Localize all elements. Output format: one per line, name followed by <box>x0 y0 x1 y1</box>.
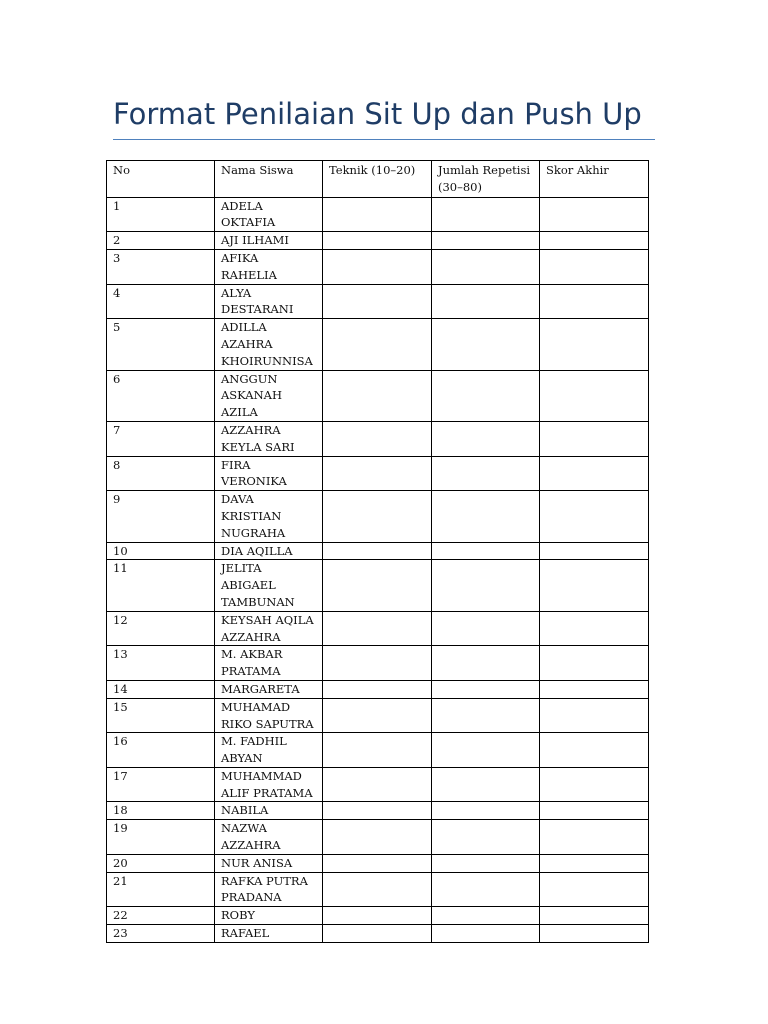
cell-no: 6 <box>107 370 215 421</box>
cell-name: MUHAMMAD ALIF PRATAMA <box>215 767 323 802</box>
cell-technique[interactable] <box>323 646 432 681</box>
cell-repetitions[interactable] <box>432 456 540 491</box>
cell-no: 10 <box>107 542 215 560</box>
cell-repetitions[interactable] <box>432 560 540 611</box>
cell-repetitions[interactable] <box>432 872 540 907</box>
cell-no: 11 <box>107 560 215 611</box>
cell-no: 1 <box>107 197 215 232</box>
cell-technique[interactable] <box>323 284 432 319</box>
cell-no: 8 <box>107 456 215 491</box>
cell-final-score[interactable] <box>540 319 649 370</box>
table-row <box>107 491 649 542</box>
cell-technique[interactable] <box>323 249 432 284</box>
cell-no: 14 <box>107 680 215 698</box>
cell-repetitions[interactable] <box>432 802 540 820</box>
cell-final-score[interactable] <box>540 284 649 319</box>
cell-no: 16 <box>107 733 215 768</box>
cell-no: 19 <box>107 820 215 855</box>
cell-name: NUR ANISA <box>215 854 323 872</box>
cell-technique[interactable] <box>323 611 432 646</box>
cell-technique[interactable] <box>323 820 432 855</box>
table-row <box>107 820 649 855</box>
cell-repetitions[interactable] <box>432 421 540 456</box>
title-underline <box>113 139 655 140</box>
cell-final-score[interactable] <box>540 456 649 491</box>
header-row <box>107 161 649 198</box>
cell-repetitions[interactable] <box>432 232 540 250</box>
cell-repetitions[interactable] <box>432 611 540 646</box>
cell-name: RAFKA PUTRA PRADANA <box>215 872 323 907</box>
cell-technique[interactable] <box>323 907 432 925</box>
cell-repetitions[interactable] <box>432 820 540 855</box>
cell-repetitions[interactable] <box>432 319 540 370</box>
cell-name: MUHAMAD RIKO SAPUTRA <box>215 698 323 733</box>
header-technique: Teknik (10–20) <box>323 161 432 198</box>
cell-technique[interactable] <box>323 319 432 370</box>
cell-name: ROBY <box>215 907 323 925</box>
cell-repetitions[interactable] <box>432 907 540 925</box>
cell-no: 4 <box>107 284 215 319</box>
cell-no: 15 <box>107 698 215 733</box>
cell-final-score[interactable] <box>540 854 649 872</box>
table-row <box>107 249 649 284</box>
cell-repetitions[interactable] <box>432 698 540 733</box>
cell-final-score[interactable] <box>540 421 649 456</box>
cell-no: 20 <box>107 854 215 872</box>
cell-technique[interactable] <box>323 802 432 820</box>
cell-repetitions[interactable] <box>432 370 540 421</box>
cell-no: 22 <box>107 907 215 925</box>
table-row <box>107 680 649 698</box>
cell-no: 21 <box>107 872 215 907</box>
header-name: Nama Siswa <box>215 161 323 198</box>
table-row <box>107 560 649 611</box>
cell-name: NABILA <box>215 802 323 820</box>
cell-technique[interactable] <box>323 767 432 802</box>
cell-name: ADELA OKTAFIA <box>215 197 323 232</box>
cell-name: ALYA DESTARANI <box>215 284 323 319</box>
table-body <box>107 197 649 942</box>
cell-repetitions[interactable] <box>432 197 540 232</box>
cell-final-score[interactable] <box>540 872 649 907</box>
cell-final-score[interactable] <box>540 698 649 733</box>
cell-name: FIRA VERONIKA <box>215 456 323 491</box>
table-row <box>107 197 649 232</box>
cell-final-score[interactable] <box>540 249 649 284</box>
table-row <box>107 232 649 250</box>
cell-name: AFIKA RAHELIA <box>215 249 323 284</box>
cell-name: NAZWA AZZAHRA <box>215 820 323 855</box>
cell-final-score[interactable] <box>540 907 649 925</box>
cell-no: 17 <box>107 767 215 802</box>
cell-name: MARGARETA <box>215 680 323 698</box>
cell-name: M. AKBAR PRATAMA <box>215 646 323 681</box>
header-no: No <box>107 161 215 198</box>
cell-repetitions[interactable] <box>432 491 540 542</box>
cell-no: 9 <box>107 491 215 542</box>
cell-final-score[interactable] <box>540 680 649 698</box>
cell-no: 23 <box>107 925 215 943</box>
cell-repetitions[interactable] <box>432 249 540 284</box>
cell-name: KEYSAH AQILA AZZAHRA <box>215 611 323 646</box>
cell-name: AZZAHRA KEYLA SARI <box>215 421 323 456</box>
table-row <box>107 907 649 925</box>
table-row <box>107 767 649 802</box>
cell-no: 3 <box>107 249 215 284</box>
cell-name: DAVA KRISTIAN NUGRAHA <box>215 491 323 542</box>
cell-technique[interactable] <box>323 456 432 491</box>
cell-technique[interactable] <box>323 560 432 611</box>
cell-technique[interactable] <box>323 925 432 943</box>
cell-repetitions[interactable] <box>432 733 540 768</box>
header-final-score: Skor Akhir <box>540 161 649 198</box>
table-row <box>107 319 649 370</box>
cell-technique[interactable] <box>323 680 432 698</box>
table-row <box>107 698 649 733</box>
table-row <box>107 456 649 491</box>
table-row <box>107 421 649 456</box>
table-row <box>107 854 649 872</box>
cell-name: ANGGUN ASKANAH AZILA <box>215 370 323 421</box>
cell-final-score[interactable] <box>540 560 649 611</box>
table-row <box>107 542 649 560</box>
cell-name: JELITA ABIGAEL TAMBUNAN <box>215 560 323 611</box>
table-row <box>107 370 649 421</box>
cell-final-score[interactable] <box>540 611 649 646</box>
cell-no: 12 <box>107 611 215 646</box>
cell-technique[interactable] <box>323 542 432 560</box>
cell-final-score[interactable] <box>540 733 649 768</box>
cell-final-score[interactable] <box>540 646 649 681</box>
table-header <box>107 161 649 198</box>
cell-name: DIA AQILLA <box>215 542 323 560</box>
cell-no: 13 <box>107 646 215 681</box>
cell-name: AJI ILHAMI <box>215 232 323 250</box>
table-row <box>107 646 649 681</box>
cell-no: 5 <box>107 319 215 370</box>
cell-final-score[interactable] <box>540 197 649 232</box>
cell-final-score[interactable] <box>540 802 649 820</box>
table-row <box>107 872 649 907</box>
cell-final-score[interactable] <box>540 925 649 943</box>
cell-no: 2 <box>107 232 215 250</box>
cell-final-score[interactable] <box>540 767 649 802</box>
cell-technique[interactable] <box>323 232 432 250</box>
cell-repetitions[interactable] <box>432 646 540 681</box>
cell-technique[interactable] <box>323 491 432 542</box>
cell-technique[interactable] <box>323 197 432 232</box>
cell-no: 7 <box>107 421 215 456</box>
table-row <box>107 925 649 943</box>
cell-name: M. FADHIL ABYAN <box>215 733 323 768</box>
cell-final-score[interactable] <box>540 370 649 421</box>
cell-repetitions[interactable] <box>432 284 540 319</box>
cell-technique[interactable] <box>323 854 432 872</box>
cell-repetitions[interactable] <box>432 925 540 943</box>
page-title: Format Penilaian Sit Up dan Push Up <box>113 97 642 131</box>
cell-name: ADILLA AZAHRA KHOIRUNNISA <box>215 319 323 370</box>
cell-final-score[interactable] <box>540 542 649 560</box>
cell-repetitions[interactable] <box>432 542 540 560</box>
table-row <box>107 284 649 319</box>
cell-technique[interactable] <box>323 872 432 907</box>
cell-repetitions[interactable] <box>432 680 540 698</box>
table-row <box>107 611 649 646</box>
table-row <box>107 733 649 768</box>
cell-technique[interactable] <box>323 421 432 456</box>
cell-no: 18 <box>107 802 215 820</box>
cell-technique[interactable] <box>323 370 432 421</box>
assessment-table <box>106 160 649 943</box>
cell-repetitions[interactable] <box>432 854 540 872</box>
cell-name: RAFAEL <box>215 925 323 943</box>
cell-technique[interactable] <box>323 733 432 768</box>
table-row <box>107 802 649 820</box>
cell-technique[interactable] <box>323 698 432 733</box>
cell-repetitions[interactable] <box>432 767 540 802</box>
cell-final-score[interactable] <box>540 232 649 250</box>
header-repetitions: Jumlah Repetisi (30–80) <box>432 161 540 198</box>
cell-final-score[interactable] <box>540 491 649 542</box>
cell-final-score[interactable] <box>540 820 649 855</box>
